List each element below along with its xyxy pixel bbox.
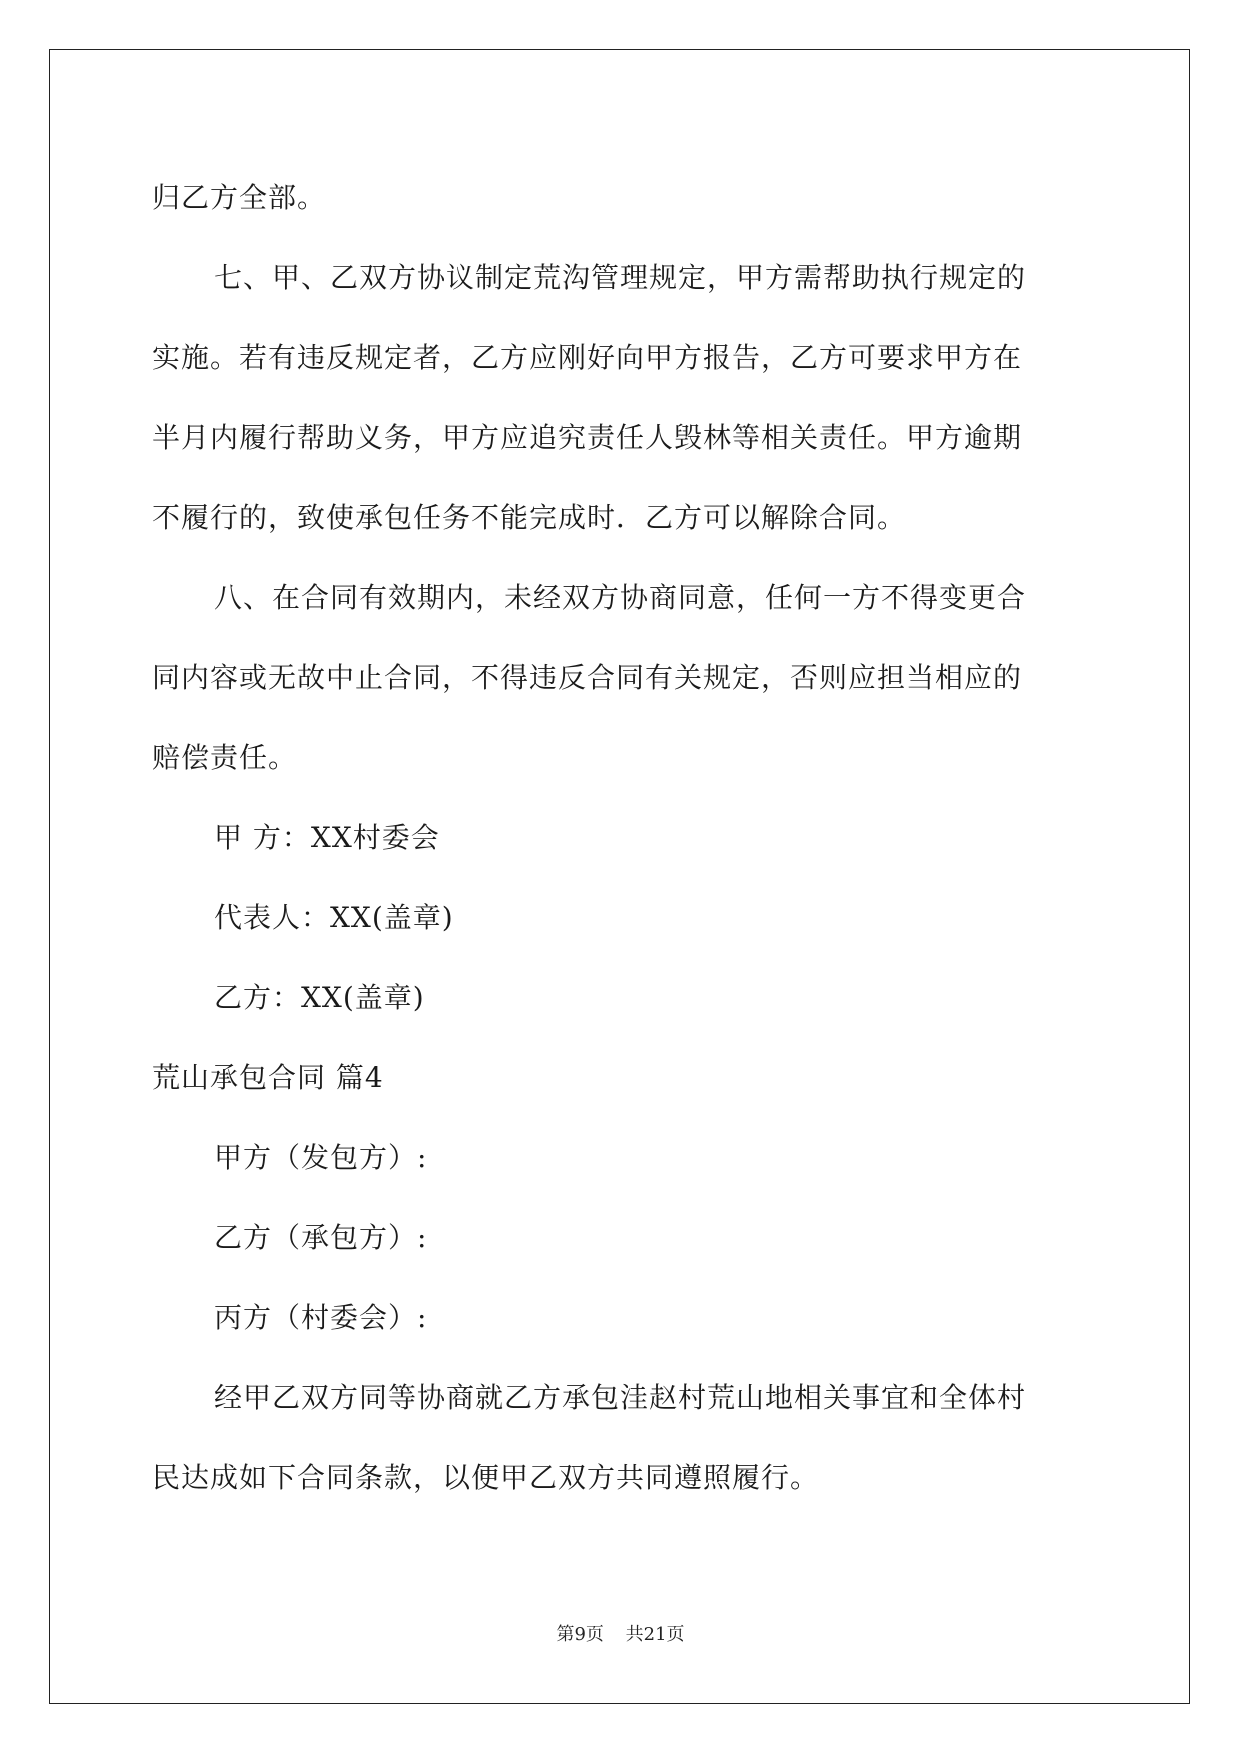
party-a-label: 甲方（发包方）: bbox=[214, 1141, 428, 1174]
paragraph-line: 同内容或无故中止合同，不得违反合同有关规定，否则应担当相应的 bbox=[152, 661, 1023, 694]
page-total: 共21页 bbox=[625, 1624, 685, 1645]
paragraph-line: 七、甲、乙双方协议制定荒沟管理规定，甲方需帮助执行规定的 bbox=[214, 261, 1027, 294]
page-number: 第9页 bbox=[556, 1624, 604, 1645]
paragraph-line: 不履行的，致使承包任务不能完成时．乙方可以解除合同。 bbox=[152, 501, 907, 534]
paragraph-line: 实施。若有违反规定者，乙方应刚好向甲方报告，乙方可要求甲方在 bbox=[152, 341, 1023, 374]
party-c-label: 丙方（村委会）: bbox=[214, 1301, 428, 1334]
section-heading: 荒山承包合同 篇4 bbox=[152, 1061, 384, 1094]
signature-party-b: 乙方：XX(盖章) bbox=[214, 981, 425, 1014]
signature-representative: 代表人：XX(盖章) bbox=[214, 901, 454, 934]
signature-party-a: 甲 方：XX村委会 bbox=[214, 821, 440, 854]
paragraph-line: 归乙方全部。 bbox=[152, 181, 327, 214]
document-body bbox=[152, 158, 1092, 1518]
paragraph-line: 经甲乙双方同等协商就乙方承包洼赵村荒山地相关事宜和全体村 bbox=[214, 1381, 1027, 1414]
paragraph-line: 民达成如下合同条款，以便甲乙双方共同遵照履行。 bbox=[152, 1461, 820, 1494]
party-b-label: 乙方（承包方）: bbox=[214, 1221, 428, 1254]
paragraph-line: 半月内履行帮助义务，甲方应追究责任人毁林等相关责任。甲方逾期 bbox=[152, 421, 1023, 454]
paragraph-line: 赔偿责任。 bbox=[152, 741, 298, 774]
paragraph-line: 八、在合同有效期内，未经双方协商同意，任何一方不得变更合 bbox=[214, 581, 1027, 614]
page-footer bbox=[0, 1620, 1241, 1646]
